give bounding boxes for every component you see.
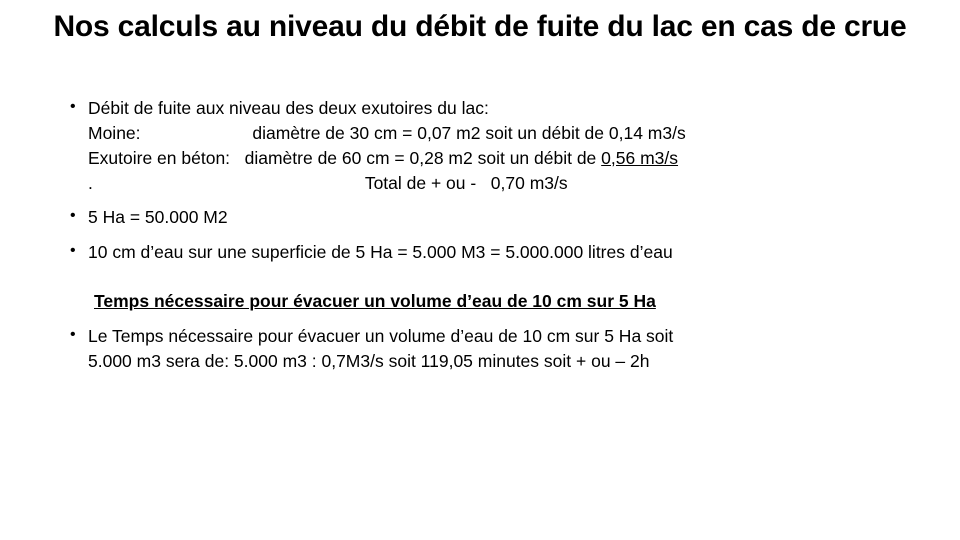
section-heading: Temps nécessaire pour évacuer un volume d’eau de 10 cm sur 5 Ha — [94, 291, 656, 312]
bullet-line: Moine: diamètre de 30 cm = 0,07 m2 soit un débit de 0,14 m3/s — [88, 122, 686, 143]
bullet-line: . Total de + ou - 0,70 m3/s — [88, 172, 568, 193]
page-title: Nos calculs au niveau du débit de fuite du lac en cas de crue — [53, 10, 907, 43]
bullet-line: • 10 cm d’eau sur une superficie de 5 Ha = 5.000 M3 = 5.000.000 litres d’eau — [88, 242, 673, 263]
bullet-line: 5.000 m3 sera de: 5.000 m3 : 0,7M3/s soit 119,05 minutes soit + ou – 2h — [88, 350, 650, 371]
bullet-line-text: Exutoire en béton: diamètre de 60 cm = 0,28 m2 soit un débit de — [88, 147, 602, 168]
bullet-list-primary — [62, 96, 912, 265]
list-item — [62, 324, 912, 374]
bullet-line — [88, 146, 912, 171]
list-item — [62, 205, 912, 230]
slide-body — [62, 96, 912, 374]
bullet-line: • 5 Ha = 50.000 M2 — [88, 207, 228, 228]
bullet-list-secondary — [62, 324, 912, 374]
list-item — [62, 96, 912, 195]
list-item — [62, 240, 912, 265]
bullet-line: • Le Temps nécessaire pour évacuer un volume d’eau de 10 cm sur 5 Ha soit — [88, 325, 674, 346]
bullet-line: • Débit de fuite aux niveau des deux exutoires du lac: — [88, 98, 489, 118]
bullet-line-emphasis: 0,56 m3/s — [601, 147, 679, 168]
